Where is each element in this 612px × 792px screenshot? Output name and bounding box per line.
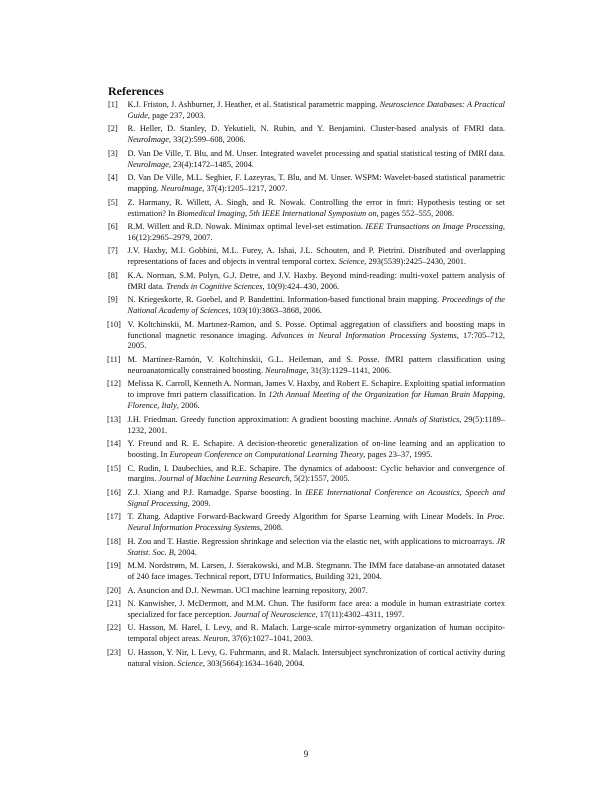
reference-venue: Annals of Statistics: [394, 414, 460, 424]
reference-venue: European Conference on Computational Learning Theory: [169, 450, 364, 459]
reference-item: [108, 488, 505, 510]
reference-venue: Neuroscience Databases: A Practical Guide: [127, 100, 505, 120]
reference-venue: 12th Annual Meeting of the Organization for Human Brain Mapping, Florence, Italy: [127, 390, 505, 411]
reference-item: [108, 512, 505, 534]
reference-authors-title: Z. Harmany, R. Willett, A. Singh, and R. Nowak. Controlling the error in fmri: Hypothesis testing or set estimation? In: [127, 197, 505, 218]
reference-number: [23]: [107, 647, 121, 657]
reference-venue: JR Statist. Soc. B: [127, 536, 505, 557]
reference-details: , pages 552–555, 2008.: [376, 208, 455, 218]
reference-venue: NeuroImage: [160, 184, 203, 194]
reference-number: [7]: [108, 246, 118, 256]
reference-venue: Journal of Neuroscience: [233, 609, 316, 619]
reference-number: [13]: [107, 414, 121, 424]
reference-authors-title: N. Kanwisher, J. McDermott, and M.M. Chun. The fusiform face area: a module in human extrastriate cortex specialized for face perception.: [127, 599, 505, 619]
reference-authors-title: V. Koltchinskii, M. Martınez-Ramon, and S. Posse. Optimal aggregation of classifiers and boosting maps in functional magnetic resonance imaging.: [127, 319, 505, 340]
reference-item: [108, 173, 505, 195]
reference-details: , 29(5):1189–1232, 2001.: [127, 414, 505, 435]
reference-number: [8]: [108, 270, 118, 280]
reference-item: [108, 320, 505, 353]
reference-venue: Trends in Cognitive Sciences: [166, 281, 263, 291]
reference-details: , 303(5664):1634–1640, 2004.: [202, 658, 305, 668]
reference-venue: Neuron: [203, 634, 228, 644]
reference-venue: Science: [177, 658, 203, 668]
reference-authors-title: M. Martínez-Ramón, V. Koltchinskii, G.L. Heileman, and S. Posse. fMRI pattern classification using neuroanatomically constrained boosting.: [127, 354, 505, 375]
reference-item: [108, 537, 505, 559]
reference-authors-title: U. Hasson, M. Harel, I. Levy, and R. Malach. Large-scale mirror-symmetry organization of human occipito-temporal object areas.: [127, 623, 505, 644]
reference-authors-title: N. Kriegeskorte, R. Goebel, and P. Bandettini. Information-based functional brain mapping.: [127, 295, 442, 305]
reference-number: [16]: [107, 487, 121, 497]
reference-number: [1]: [108, 100, 118, 109]
reference-authors-title: J.V. Haxby, M.I. Gobbini, M.L. Furey, A. Ishai, J.L. Schouten, and P. Pietrini. Distributed and overlapping representations of faces and objects in ventral temporal cortex.: [127, 246, 505, 267]
reference-details: , 103(10):3863–3868, 2006.: [228, 306, 323, 316]
reference-venue: Proc. Neural Information Processing Systems: [127, 512, 505, 533]
reference-authors-title: K.J. Friston, J. Ashburner, J. Heather, et al. Statistical parametric mapping.: [127, 100, 380, 109]
reference-venue: IEEE Transactions on Image Processing: [365, 222, 503, 232]
reference-details: , 33(2):599–608, 2006.: [168, 135, 246, 145]
reference-number: [20]: [107, 585, 121, 595]
page-number: 9: [303, 749, 309, 759]
reference-number: [18]: [107, 536, 121, 546]
reference-authors-title: Y. Freund and R. E. Schapire. A decision-theoretic generalization of on-line learning and an application to boosting. In: [127, 439, 505, 459]
reference-authors-title: C. Rudin, I. Daubechies, and R.E. Schapire. The dynamics of adaboost: Cyclic behavior and convergence of margins.: [127, 463, 505, 484]
reference-item: [108, 149, 505, 171]
reference-details: , 2006.: [176, 401, 200, 411]
reference-details: , 31(3):1129–1141, 2006.: [306, 365, 391, 375]
references-heading: References: [108, 84, 164, 98]
reference-item: [108, 124, 505, 146]
reference-venue: Proceedings of the National Academy of Sciences: [127, 295, 505, 316]
reference-venue: Biomedical Imaging, 5th IEEE International Symposium on: [177, 208, 377, 218]
reference-venue: Advances in Neural Information Processing Systems: [271, 330, 457, 340]
reference-details: , 23(4):1472–1485, 2004.: [168, 159, 254, 169]
reference-venue: NeuroImage: [127, 135, 169, 145]
reference-details: , 293(5539):2425–2430, 2001.: [364, 257, 467, 267]
reference-item: [108, 295, 505, 317]
reference-details: , 2004.: [173, 547, 197, 557]
reference-authors-title: D. Van De Ville, T. Blu, and M. Unser. Integrated wavelet processing and spatial statistical testing of fMRI data.: [127, 148, 505, 158]
reference-details: , 2008.: [260, 523, 283, 533]
reference-details: , 17:705–712, 2005.: [127, 330, 505, 351]
reference-item: [108, 464, 505, 486]
reference-number: [6]: [108, 222, 118, 232]
reference-item: [108, 586, 505, 597]
reference-item: [108, 198, 505, 220]
reference-authors-title: D. Van De Ville, M.L. Seghier, F. Lazeyras, T. Blu, and M. Unser. WSPM: Wavelet-based statistical parametric mapping.: [127, 173, 505, 194]
reference-details: , 16(12):2965–2979, 2007.: [127, 222, 505, 242]
reference-number: [11]: [107, 354, 121, 364]
reference-number: [3]: [108, 148, 118, 158]
reference-details: , 10(9):424–430, 2006.: [262, 281, 340, 291]
reference-number: [22]: [107, 623, 121, 633]
reference-number: [17]: [107, 512, 121, 522]
reference-number: [21]: [107, 599, 121, 609]
reference-details: , 37(6):1027–1041, 2003.: [227, 634, 313, 644]
reference-item: [108, 100, 505, 122]
reference-authors-title: Melissa K. Carroll, Kenneth A. Norman, James V. Haxby, and Robert E. Schapire. Exploiting spatial information to improve fmri pattern classification. In: [127, 379, 505, 400]
reference-authors-title: A. Asuncion and D.J. Newman. UCI machine learning repository, 2007.: [127, 585, 368, 595]
reference-authors-title: M.M. Nordstrøm, M. Larsen, J. Sierakowski, and M.B. Stegmann. The IMM face database-an annotated dataset of 240 face images. Technical report, DTU Informatics, Building 321, 2004.: [127, 561, 505, 582]
reference-authors-title: R.M. Willett and R.D. Nowak. Minimax optimal level-set estimation.: [127, 222, 366, 232]
reference-authors-title: Z.J. Xiang and P.J. Ramadge. Sparse boosting. In: [127, 487, 306, 497]
reference-number: [4]: [108, 173, 118, 183]
reference-authors-title: T. Zhang. Adaptive Forward-Backward Greedy Algorithm for Sparse Learning with Linear Models. In: [127, 512, 487, 522]
reference-details: , 2009.: [187, 498, 211, 508]
reference-number: [9]: [108, 295, 118, 305]
reference-details: , pages 23–37, 1995.: [363, 450, 433, 459]
reference-number: [19]: [107, 561, 121, 571]
reference-item: [108, 222, 505, 244]
reference-venue: NeuroImage: [127, 159, 169, 169]
reference-authors-title: R. Heller, D. Stanley, D. Yekutieli, N. Rubin, and Y. Benjamini. Cluster-based analysis of FMRI data.: [127, 124, 505, 134]
reference-authors-title: K.A. Norman, S.M. Polyn, G.J. Detre, and J.V. Haxby. Beyond mind-reading: multi-voxel pattern analysis of fMRI data.: [127, 270, 505, 291]
reference-number: [2]: [108, 124, 118, 134]
reference-item: [108, 561, 505, 583]
reference-item: [108, 379, 505, 412]
reference-item: [108, 623, 505, 645]
reference-venue: Journal of Machine Learning Research: [158, 474, 290, 484]
reference-item: [108, 439, 505, 461]
reference-details: , 5(2):1557, 2005.: [289, 474, 350, 484]
reference-authors-title: H. Zou and T. Hastie. Regression shrinkage and selection via the elastic net, with applications to microarrays.: [127, 536, 497, 546]
reference-item: [108, 648, 505, 670]
reference-venue: NeuroImage: [265, 365, 307, 375]
reference-number: [15]: [107, 463, 121, 473]
reference-venue: IEEE International Conference on Acoustics, Speech and Signal Processing: [127, 487, 505, 508]
reference-details: , page 237, 2003.: [147, 110, 206, 120]
reference-venue: Science: [338, 257, 365, 267]
reference-number: [5]: [108, 197, 118, 207]
reference-details: , 17(11):4302–4311, 1997.: [315, 609, 405, 619]
reference-number: [12]: [107, 379, 121, 389]
reference-item: [108, 415, 505, 437]
reference-item: [108, 271, 505, 293]
reference-item: [108, 246, 505, 268]
reference-number: [10]: [107, 319, 121, 329]
reference-item: [108, 355, 505, 377]
reference-item: [108, 599, 505, 621]
reference-number: [14]: [107, 439, 121, 449]
references-list: [108, 100, 505, 672]
reference-details: , 37(4):1205–1217, 2007.: [202, 184, 288, 194]
reference-authors-title: U. Hasson, Y. Nir, I. Levy, G. Fuhrmann, and R. Malach. Intersubject synchronization of cortical activity during natural vision.: [127, 647, 505, 668]
reference-authors-title: J.H. Friedman. Greedy function approximation: A gradient boosting machine.: [127, 414, 395, 424]
